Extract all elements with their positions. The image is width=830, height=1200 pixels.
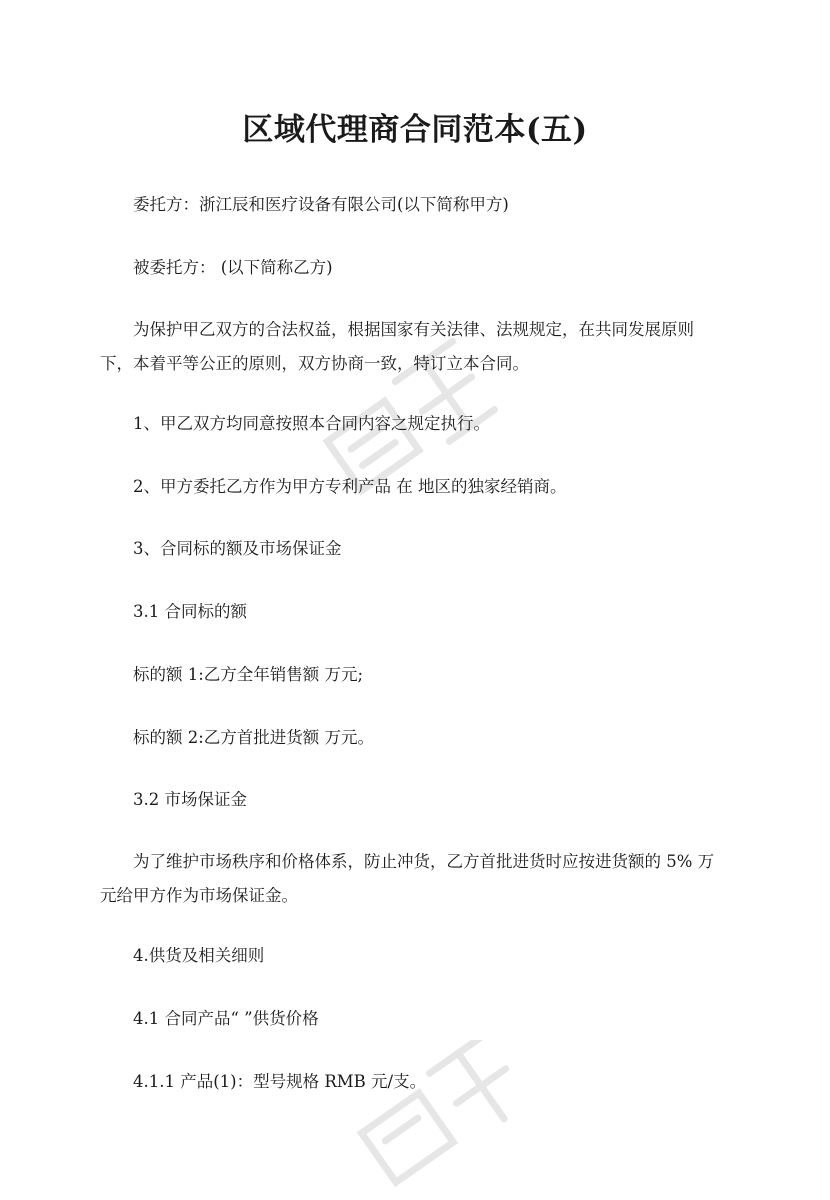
target-amount-2	[100, 721, 740, 755]
paragraph-line: 被委托方： (以下简称乙方)	[133, 258, 333, 277]
paragraph-line: 4.1.1 产品(1)：型号规格 RMB 元/支。	[133, 1072, 427, 1091]
paragraph-line: 4.1 合同产品“ ”供货价格	[133, 1009, 319, 1028]
paragraph-line: 1、甲乙双方均同意按照本合同内容之规定执行。	[133, 414, 490, 433]
paragraph-line: 3、合同标的额及市场保证金	[133, 539, 342, 558]
stamp-watermark-icon	[330, 1040, 570, 1200]
paragraph-preamble	[100, 313, 740, 381]
paragraph-line: 下，本着平等公正的原则，双方协商一致，特订立本合同。	[100, 354, 529, 373]
paragraph-client	[100, 188, 740, 222]
clause-4-1-1	[100, 1065, 740, 1099]
clause-1	[100, 407, 740, 441]
paragraph-line: 委托方：浙江辰和医疗设备有限公司(以下简称甲方)	[133, 195, 509, 214]
clause-4-1-heading	[100, 1002, 740, 1036]
document-title: 区域代理商合同范本(五)	[242, 112, 588, 148]
paragraph-line: 3.2 市场保证金	[133, 790, 247, 809]
watermark-lower	[330, 1040, 570, 1200]
clause-3-heading	[100, 532, 740, 566]
paragraph-line: 标的额 2:乙方首批进货额 万元。	[133, 728, 375, 747]
paragraph-agent	[100, 251, 740, 285]
clause-4-heading	[100, 939, 740, 973]
clause-3-2-body	[100, 845, 740, 913]
paragraph-line: 2、甲方委托乙方作为甲方专利产品 在 地区的独家经销商。	[133, 477, 567, 496]
clause-3-2-heading	[100, 783, 740, 817]
target-amount-1	[100, 658, 740, 692]
paragraph-line: 标的额 1:乙方全年销售额 万元;	[133, 665, 364, 684]
paragraph-line: 为保护甲乙双方的合法权益，根据国家有关法律、法规规定，在共同发展原则	[133, 320, 694, 339]
paragraph-line: 元给甲方作为市场保证金。	[100, 886, 298, 905]
clause-3-1-heading	[100, 595, 740, 629]
paragraph-line: 为了维护市场秩序和价格体系，防止冲货，乙方首批进货时应按进货额的 5% 万	[133, 852, 715, 871]
paragraph-line: 3.1 合同标的额	[133, 602, 247, 621]
paragraph-line: 4.供货及相关细则	[133, 946, 265, 965]
clause-2	[100, 470, 740, 504]
